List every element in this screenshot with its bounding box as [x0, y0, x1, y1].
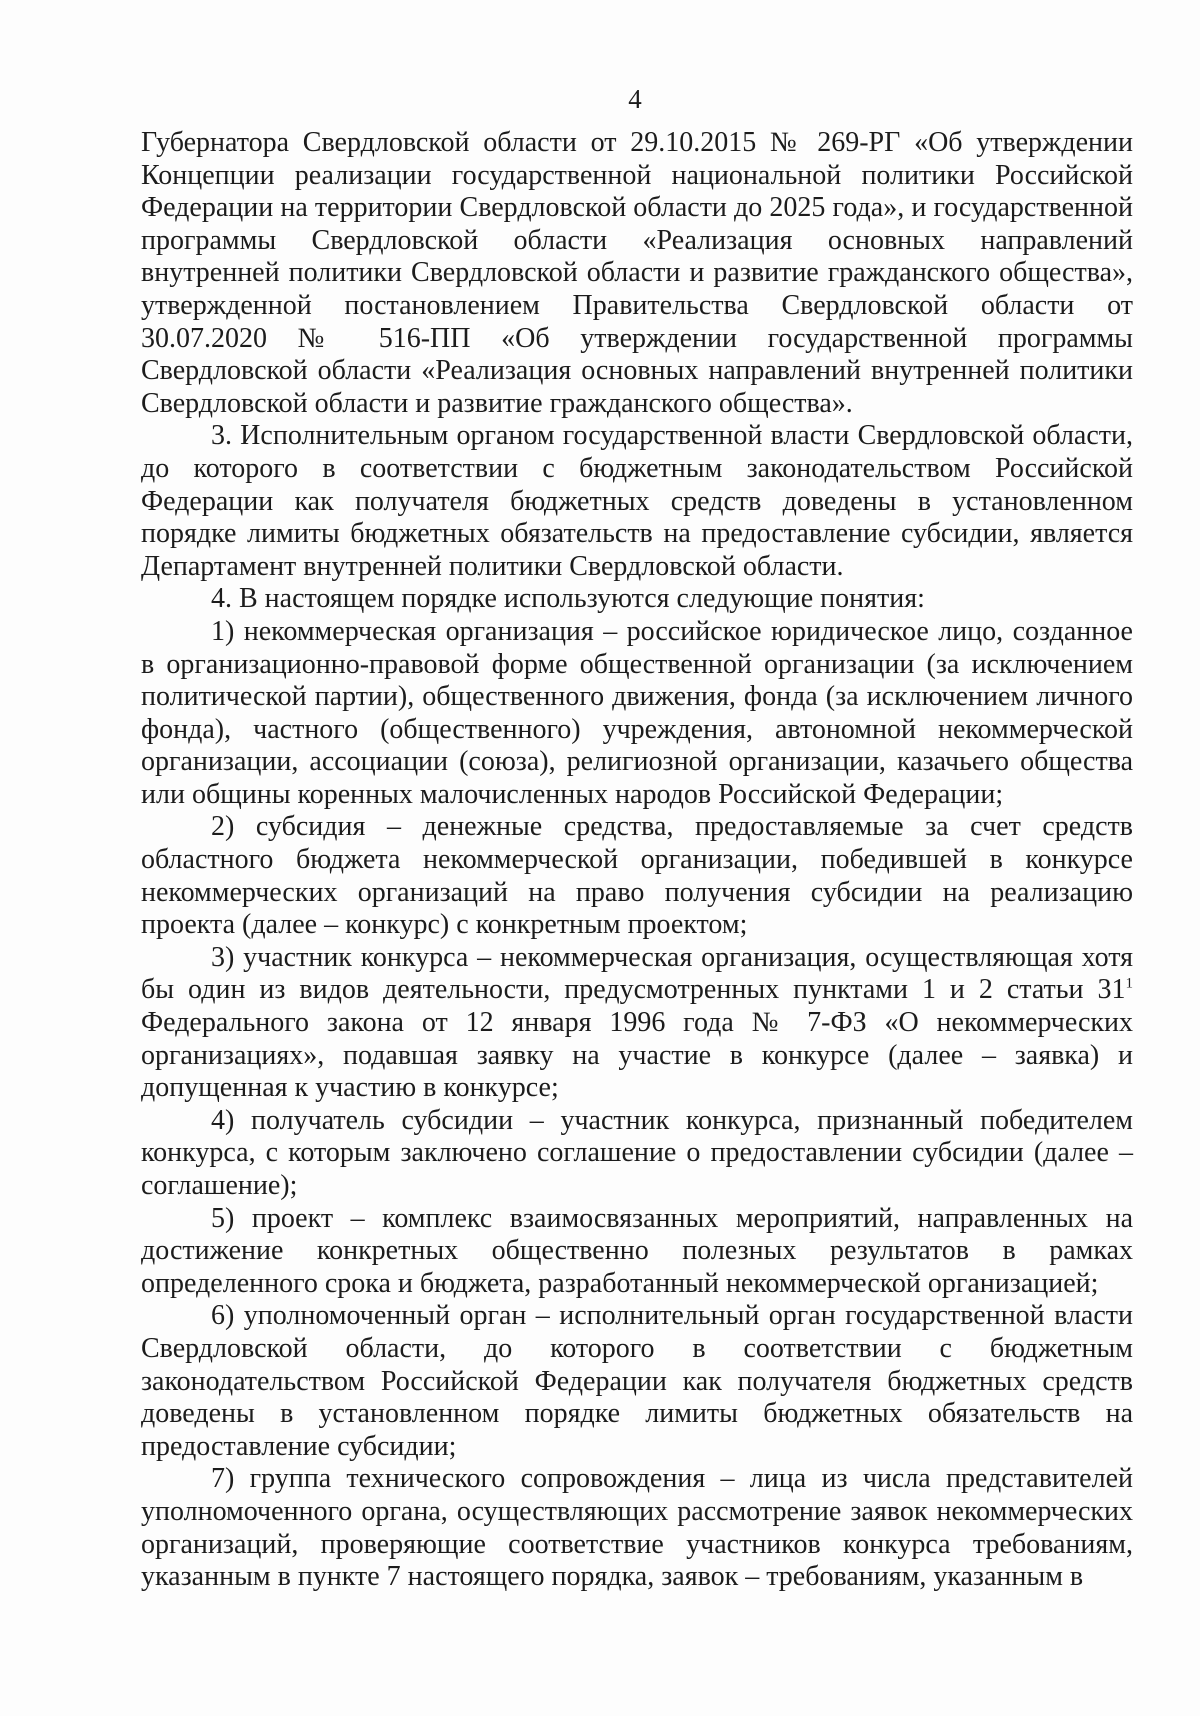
- page-number: 4: [628, 84, 642, 114]
- definition-5-project: 5) проект – комплекс взаимосвязанных мероприятий, направленных на достижение конкретных общественно полезных результатов в рамках определенного срока и бюджета, разработанный некоммерческой организацией;: [141, 1202, 1133, 1299]
- definition-3-text-after: Федерального закона от 12 января 1996 года № 7-ФЗ «О некоммерческих организациях», подавшая заявку на участие в конкурсе (далее – заявка) и допущенная к участию в конкурсе;: [141, 1007, 1133, 1104]
- paragraph-4: 4. В настоящем порядке используются следующие понятия:: [211, 583, 925, 615]
- paragraph-intro-continuation: Губернатора Свердловской области от 29.10.2015 № 269-РГ «Об утверждении Концепции реализации государственной национальной политики Российской Федерации на территории Свердловской области до 2025 года», и государственной программы Свердловской области «Реализация основных направлений внутренней политики Свердловской области и развитие гражданского общества», утвержденной постановлением Правительства Свердловской области от 30.07.2020 № 516-ПП «Об утверждении государственной программы Свердловской области «Реализация основных направлений внутренней политики Свердловской области и развитие гражданского общества».: [141, 127, 1133, 419]
- definition-3-contest-participant: [141, 942, 1133, 1105]
- definition-2-subsidy: 2) субсидия – денежные средства, предоставляемые за счет средств областного бюджета некоммерческой организации, победившей в конкурсе некоммерческих организаций на право получения субсидии на реализацию проекта (далее – конкурс) с конкретным проектом;: [141, 811, 1133, 941]
- definition-4-subsidy-recipient: 4) получатель субсидии – участник конкурса, признанный победителем конкурса, с которым заключено соглашение о предоставлении субсидии (далее – соглашение);: [141, 1104, 1133, 1201]
- definition-7-technical-support-group: 7) группа технического сопровождения – лица из числа представителей уполномоченного органа, осуществляющих рассмотрение заявок некоммерческих организаций, проверяющие соответствие участников конкурса требованиям, указанным в пункте 7 настоящего порядка, заявок – требованиям, указанным в: [141, 1463, 1133, 1593]
- definition-3-text-before: 3) участник конкурса – некоммерческая организация, осуществляющая хотя бы один из видов деятельности, предусмотренных пунктами 1 и 2 статьи 31: [141, 941, 1133, 1006]
- paragraph-3: 3. Исполнительным органом государственной власти Свердловской области, до которого в соответствии с бюджетным законодательством Российской Федерации как получателя бюджетных средств доведены в установленном порядке лимиты бюджетных обязательств на предоставление субсидии, является Департамент внутренней политики Свердловской области.: [141, 420, 1133, 582]
- document-body: [141, 127, 1133, 1594]
- superscript-footnote: 1: [1125, 976, 1133, 993]
- definition-6-authorized-body: 6) уполномоченный орган – исполнительный орган государственной власти Свердловской области, до которого в соответствии с бюджетным законодательством Российской Федерации как получателя бюджетных средств доведены в установленном порядке лимиты бюджетных обязательств на предоставление субсидии;: [141, 1300, 1133, 1462]
- definition-1-nonprofit-organization: 1) некоммерческая организация – российское юридическое лицо, созданное в организационно-правовой форме общественной организации (за исключением политической партии), общественного движения, фонда (за исключением личного фонда), частного (общественного) учреждения, автономной некоммерческой организации, ассоциации (союза), религиозной организации, казачьего общества или общины коренных малочисленных народов Российской Федерации;: [141, 615, 1133, 810]
